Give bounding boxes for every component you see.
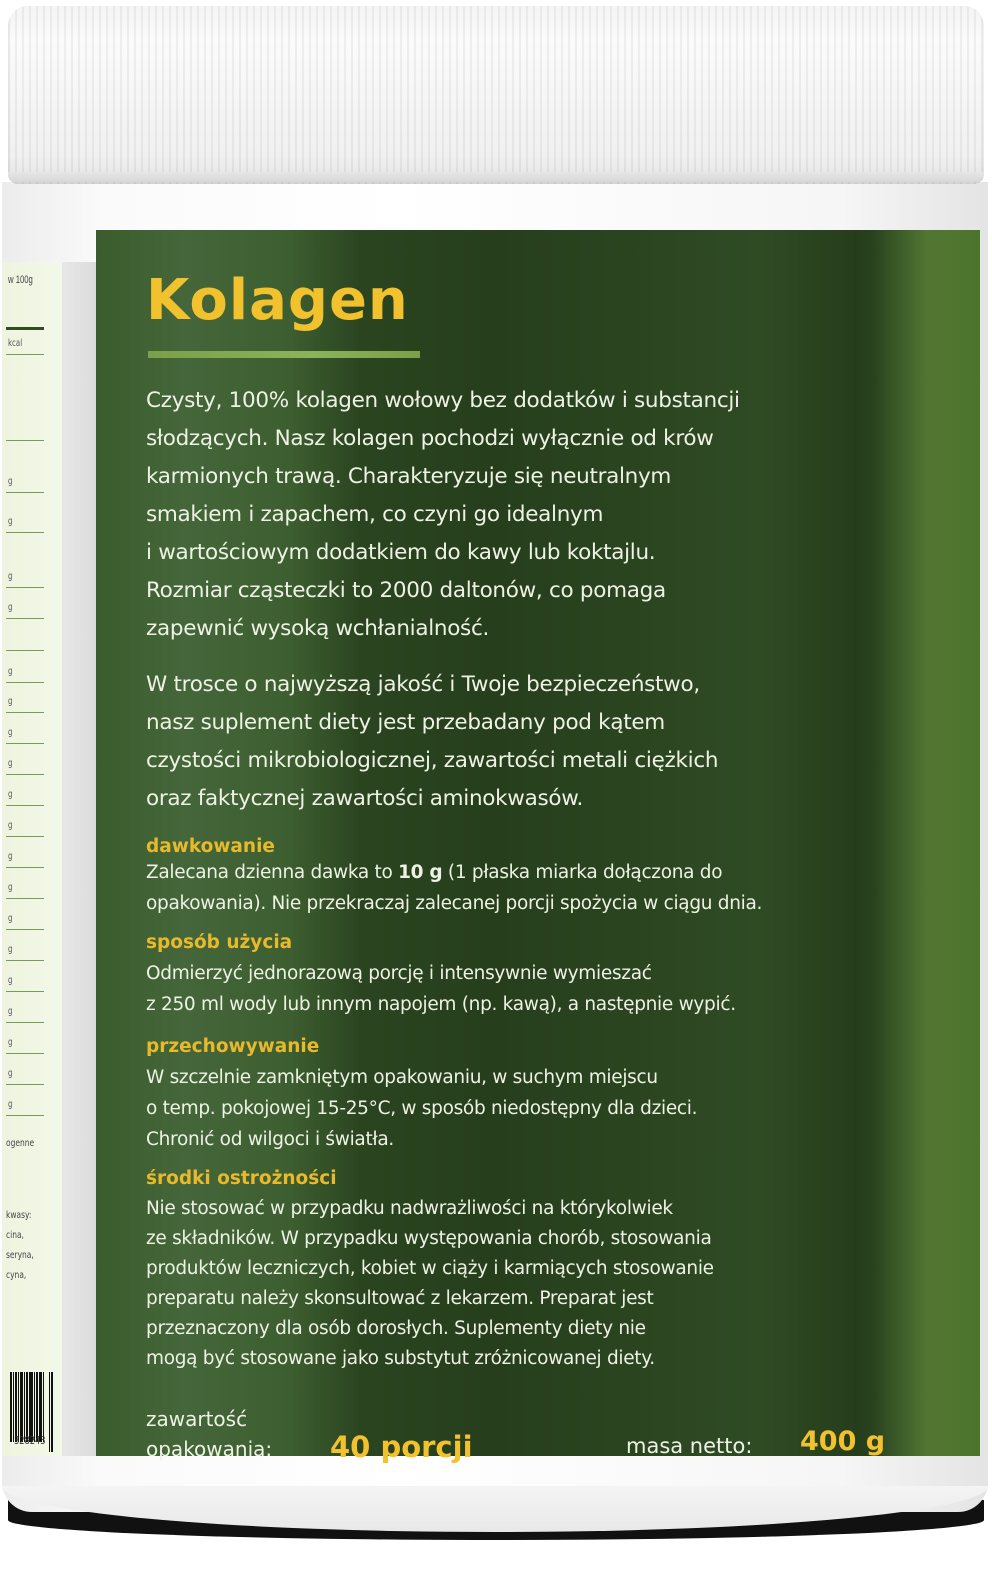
side-text-line: cyna,: [6, 1270, 27, 1281]
dosage-heading: dawkowanie: [146, 836, 275, 857]
description-line: smakiem i zapachem, co czyni go idealnym: [146, 502, 604, 527]
side-row: g: [6, 587, 44, 588]
side-row: g: [6, 991, 44, 992]
side-row: g: [6, 805, 44, 806]
side-row: g: [6, 682, 44, 683]
dosage-text: opakowania). Nie przekraczaj zalecanej porcji spożycia w ciągu dnia.: [146, 893, 763, 914]
precautions-line: przeznaczony dla osób dorosłych. Suplementy diety nie: [146, 1318, 646, 1339]
side-row: g: [6, 867, 44, 868]
side-row: [6, 440, 44, 441]
portions-value: 40 porcji: [330, 1430, 473, 1464]
storage-line: W szczelnie zamkniętym opakowaniu, w suchym miejscu: [146, 1067, 658, 1088]
storage-body: [146, 1062, 697, 1155]
quality-statement: [146, 666, 886, 818]
usage-line: Odmierzyć jednorazową porcję i intensywnie wymieszać: [146, 963, 652, 984]
side-row: g: [6, 1022, 44, 1023]
dosage-body: [146, 857, 762, 919]
side-label-rule: [6, 327, 44, 330]
dosage-amount: 10 g: [398, 862, 443, 883]
precautions-heading: środki ostrożności: [146, 1168, 337, 1189]
usage-body: [146, 958, 736, 1020]
side-text-line: cina,: [6, 1230, 24, 1241]
precautions-line: mogą być stosowane jako substytut zróżnicowanej diety.: [146, 1348, 655, 1369]
description-line: i wartościowym dodatkiem do kawy lub koktajlu.: [146, 540, 656, 565]
usage-line: z 250 ml wody lub innym napojem (np. kawą), a następnie wypić.: [146, 994, 736, 1015]
title-underline: [148, 351, 420, 358]
barcode-number: 328243: [14, 1434, 46, 1447]
side-row: g: [6, 1115, 44, 1116]
product-description: [146, 382, 886, 648]
side-row: g: [6, 929, 44, 930]
storage-line: Chronić od wilgoci i światła.: [146, 1129, 394, 1150]
dosage-text: Zalecana dzienna dawka to: [146, 862, 399, 883]
side-row: g: [6, 836, 44, 837]
side-row: g: [6, 618, 44, 619]
side-row: kcal: [6, 354, 44, 355]
quality-line: oraz faktycznej zawartości aminokwasów.: [146, 786, 584, 811]
precautions-line: Nie stosować w przypadku nadwrażliwości na którykolwiek: [146, 1198, 673, 1219]
description-line: słodzących. Nasz kolagen pochodzi wyłącznie od krów: [146, 426, 714, 451]
quality-line: W trosce o najwyższą jakość i Twoje bezpieczeństwo,: [146, 672, 700, 697]
precautions-line: preparatu należy skonsultować z lekarzem. Preparat jest: [146, 1288, 654, 1309]
side-row: g: [6, 960, 44, 961]
net-mass-label: masa netto:: [626, 1434, 753, 1458]
precautions-body: [146, 1194, 714, 1374]
description-line: zapewnić wysoką wchłanialność.: [146, 616, 489, 641]
side-label-header: w 100g: [8, 274, 33, 286]
side-text-line: seryna,: [6, 1250, 34, 1261]
side-text-line: ogenne: [6, 1138, 35, 1149]
side-nutrition-label: [2, 262, 62, 1456]
side-row: g: [6, 743, 44, 744]
description-line: karmionych trawą. Charakteryzuje się neutralnym: [146, 464, 672, 489]
side-row: g: [6, 492, 44, 493]
quality-line: czystości mikrobiologicznej, zawartości metali ciężkich: [146, 748, 719, 773]
description-line: Rozmiar cząsteczki to 2000 daltonów, co pomaga: [146, 578, 666, 603]
product-title: Kolagen: [146, 268, 409, 333]
side-row: g: [6, 1084, 44, 1085]
jar-lid-rim: [8, 172, 984, 182]
label-gap: [62, 262, 96, 1456]
side-row: g: [6, 898, 44, 899]
net-mass-value: 400 g: [800, 1426, 886, 1457]
product-label-panel: [96, 230, 980, 1464]
storage-line: o temp. pokojowej 15-25°C, w sposób niedostępny dla dzieci.: [146, 1098, 698, 1119]
usage-heading: sposób użycia: [146, 932, 293, 953]
side-row: g: [6, 712, 44, 713]
side-row: g: [6, 774, 44, 775]
storage-heading: przechowywanie: [146, 1036, 320, 1057]
description-line: Czysty, 100% kolagen wołowy bez dodatków i substancji: [146, 388, 740, 413]
precautions-line: ze składników. W przypadku występowania chorób, stosowania: [146, 1228, 712, 1249]
side-row: g: [6, 532, 44, 533]
side-text-line: kwasy:: [6, 1210, 32, 1221]
side-row: g: [6, 1053, 44, 1054]
side-row: [6, 650, 44, 651]
jar-lid: [8, 6, 984, 184]
dosage-text: (1 płaska miarka dołączona do: [442, 862, 723, 883]
precautions-line: produktów leczniczych, kobiet w ciąży i karmiących stosowanie: [146, 1258, 714, 1279]
package-contents-label: zawartość opakowania:: [146, 1407, 273, 1461]
quality-line: nasz suplement diety jest przebadany pod kątem: [146, 710, 665, 735]
